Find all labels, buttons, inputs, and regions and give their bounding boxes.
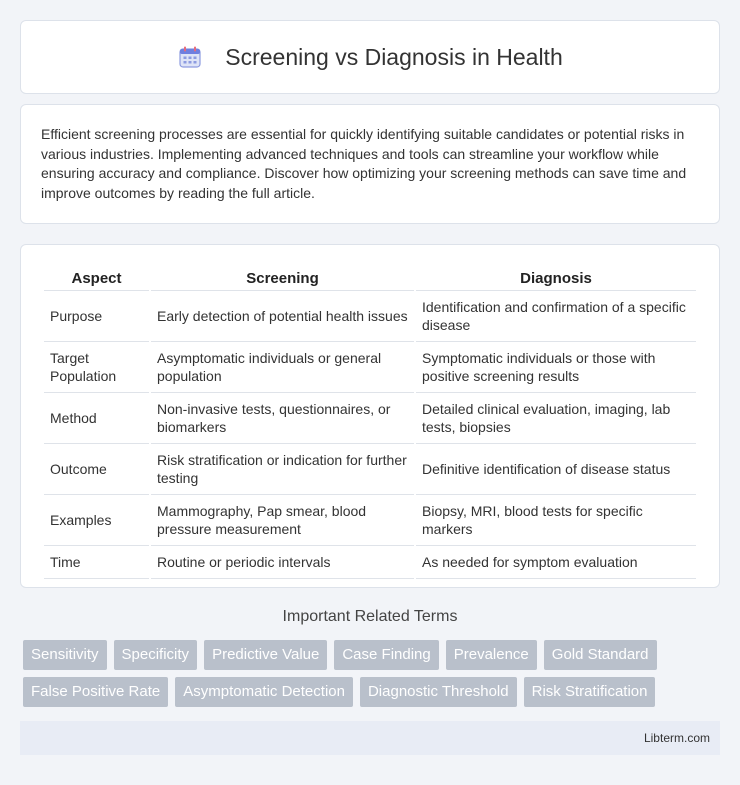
table-cell-screening: Asymptomatic individuals or general population: [151, 342, 414, 393]
header-card: [20, 20, 720, 94]
table-cell-screening: Mammography, Pap smear, blood pressure measurement: [151, 495, 414, 546]
table-cell-aspect: Method: [44, 393, 149, 444]
tag-row: [23, 677, 723, 707]
comparison-table: [42, 265, 698, 579]
tag-case-finding[interactable]: Case Finding: [334, 640, 438, 670]
tag-specificity[interactable]: Specificity: [114, 640, 198, 670]
tag-sensitivity[interactable]: Sensitivity: [23, 640, 107, 670]
table-row: [44, 342, 696, 393]
table-cell-diagnosis: Identification and confirmation of a specific disease: [416, 291, 696, 342]
intro-text: Efficient screening processes are essential for quickly identifying suitable candidates or potential risks in various industries. Implementing advanced techniques and tools can streamline your workflow while ensuring accuracy and compliance. Discover how optimizing your screening methods can save time and improve outcomes by reading the full article.: [41, 126, 687, 201]
table-cell-diagnosis: Definitive identification of disease status: [416, 444, 696, 495]
footer-site-link[interactable]: Libterm.com: [643, 731, 710, 745]
table-header-row: [44, 265, 696, 291]
tag-risk-stratification[interactable]: Risk Stratification: [524, 677, 656, 707]
table-cell-diagnosis: Detailed clinical evaluation, imaging, lab tests, biopsies: [416, 393, 696, 444]
table-row: [44, 444, 696, 495]
comparison-card: [20, 244, 720, 588]
column-header-screening: Screening: [151, 265, 414, 291]
table-row: [44, 291, 696, 342]
column-header-diagnosis: Diagnosis: [416, 265, 696, 291]
tag-diagnostic-threshold[interactable]: Diagnostic Threshold: [360, 677, 517, 707]
table-cell-aspect: Examples: [44, 495, 149, 546]
tag-asymptomatic-detection[interactable]: Asymptomatic Detection: [175, 677, 353, 707]
footer: [20, 721, 720, 755]
table-row: [44, 393, 696, 444]
table-cell-screening: Non-invasive tests, questionnaires, or biomarkers: [151, 393, 414, 444]
page-title: Screening vs Diagnosis in Health: [225, 43, 563, 70]
table-cell-screening: Early detection of potential health issues: [151, 291, 414, 342]
table-cell-diagnosis: Symptomatic individuals or those with positive screening results: [416, 342, 696, 393]
table-cell-aspect: Purpose: [44, 291, 149, 342]
table-cell-screening: Risk stratification or indication for further testing: [151, 444, 414, 495]
tag-row: [23, 640, 723, 670]
related-terms-title: Important Related Terms: [282, 608, 458, 625]
table-cell-aspect: Target Population: [44, 342, 149, 393]
related-terms-list: [23, 640, 723, 714]
tag-gold-standard[interactable]: Gold Standard: [544, 640, 657, 670]
table-cell-screening: Routine or periodic intervals: [151, 546, 414, 579]
table-row: [44, 495, 696, 546]
table-cell-diagnosis: Biopsy, MRI, blood tests for specific markers: [416, 495, 696, 546]
table-cell-diagnosis: As needed for symptom evaluation: [416, 546, 696, 579]
calendar-icon: [177, 44, 203, 70]
table-cell-aspect: Outcome: [44, 444, 149, 495]
table-cell-aspect: Time: [44, 546, 149, 579]
tag-false-positive-rate[interactable]: False Positive Rate: [23, 677, 168, 707]
intro-card: [20, 104, 720, 224]
tag-predictive-value[interactable]: Predictive Value: [204, 640, 327, 670]
column-header-aspect: Aspect: [44, 265, 149, 291]
tag-prevalence[interactable]: Prevalence: [446, 640, 537, 670]
table-row: [44, 546, 696, 579]
